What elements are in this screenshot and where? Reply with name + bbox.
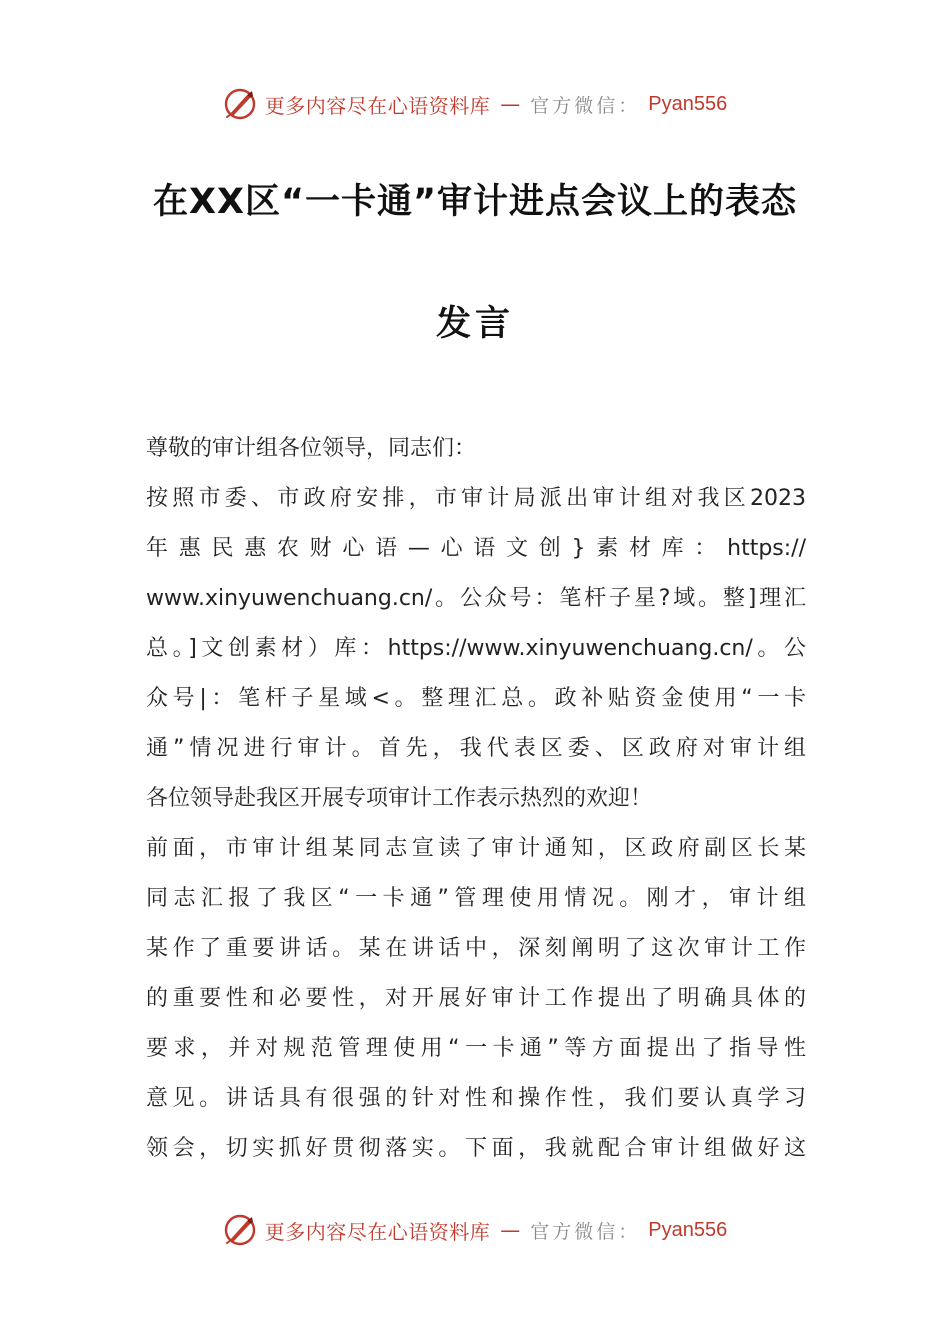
footer-watermark bbox=[0, 1210, 950, 1250]
watermark-wechat-label: 官方微信： bbox=[530, 94, 641, 117]
document-title-line-2: 发言 bbox=[435, 304, 514, 344]
paragraph-line: 各位领导赴我区开展专项审计工作表示热烈的欢迎！ bbox=[146, 786, 653, 811]
watermark-wechat-id: Pyan556 bbox=[648, 92, 728, 115]
paragraph-line: 意见。讲话具有很强的针对性和操作性，我们要认真学习 bbox=[146, 1086, 806, 1111]
salutation bbox=[146, 424, 806, 474]
paragraph-line: 某作了重要讲话。某在讲话中，深刻阐明了这次审计工作 bbox=[146, 936, 806, 961]
quill-pen-logo-icon bbox=[223, 1213, 257, 1247]
paragraph-line: www.xinyuwenchuang.cn/。公众号：笔杆子星?域。整]理汇 bbox=[146, 586, 806, 611]
watermark-text: 更多内容尽在心语资料库 bbox=[264, 93, 491, 118]
paragraph-line: 要求，并对规范管理使用“一卡通”等方面提出了指导性 bbox=[146, 1036, 806, 1061]
paragraph-line: 领会，切实抓好贯彻落实。下面，我就配合审计组做好这 bbox=[146, 1136, 806, 1161]
paragraph-line: 年惠民惠农财心语—心语文创}素材库：https:// bbox=[146, 536, 806, 561]
paragraph-line: 前面，市审计组某同志宣读了审计通知，区政府副区长某 bbox=[146, 836, 806, 861]
paragraph-2 bbox=[146, 824, 806, 1174]
paragraph-line: 通”情况进行审计。首先，我代表区委、区政府对审计组 bbox=[146, 736, 806, 761]
paragraph-line: 总。]文创素材）库：https://www.xinyuwenchuang.cn/。公 bbox=[146, 636, 806, 661]
salutation-line: 尊敬的审计组各位领导，同志们： bbox=[146, 436, 477, 461]
paragraph-line: 同志汇报了我区“一卡通”管理使用情况。刚才，审计组 bbox=[146, 886, 806, 911]
watermark-dash: — bbox=[500, 92, 521, 116]
watermark-wechat-label: 官方微信： bbox=[530, 1220, 641, 1243]
paragraph-1 bbox=[146, 474, 806, 824]
paragraph-line: 众号|：笔杆子星域<。整理汇总。政补贴资金使用“一卡 bbox=[146, 686, 806, 711]
quill-pen-logo-icon bbox=[223, 87, 257, 121]
document-title-line-1: 在XX区“一卡通”审计进点会议上的表态 bbox=[153, 182, 797, 222]
paragraph-line: 的重要性和必要性，对开展好审计工作提出了明确具体的 bbox=[146, 986, 806, 1011]
paragraph-line: 按照市委、市政府安排，市审计局派出审计组对我区2023 bbox=[146, 486, 806, 511]
watermark-dash: — bbox=[500, 1218, 521, 1242]
header-watermark bbox=[0, 84, 950, 124]
watermark-text: 更多内容尽在心语资料库 bbox=[264, 1219, 491, 1244]
watermark-wechat-id: Pyan556 bbox=[648, 1218, 728, 1241]
